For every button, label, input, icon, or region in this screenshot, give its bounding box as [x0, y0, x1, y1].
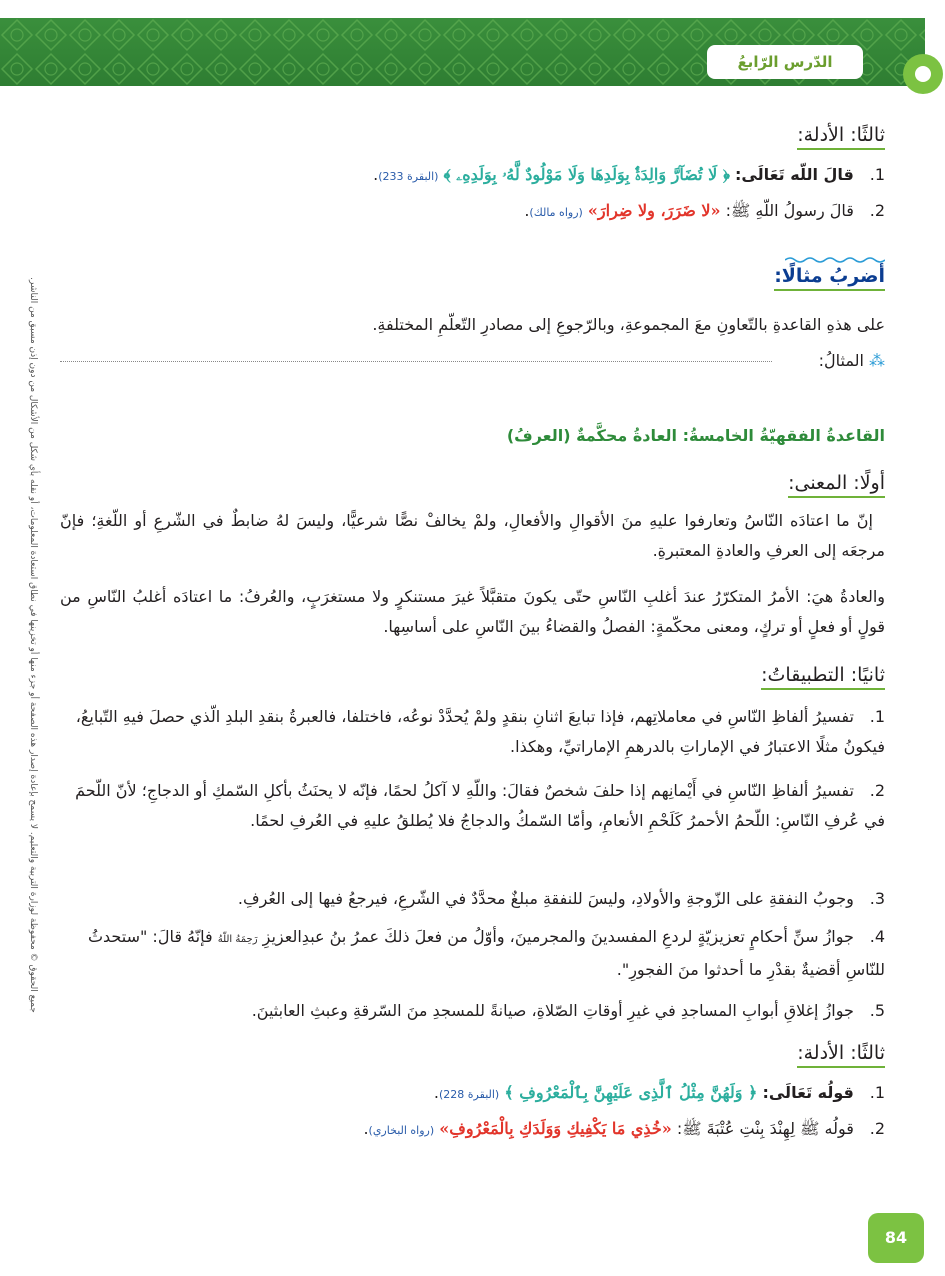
example-label: المثالُ:	[818, 351, 864, 370]
meaning-paragraph-1: إنّ ما اعتادَه النّاسُ وتعارفوا عليهِ منَ الأقوالِ والأفعالِ، ولمْ يخالفْ نصًّا شرعيًّا، وليسَ لهُ ضابطٌ في الشّرعِ أو اللّغةِ؛ فإنّ مرجعَه إلى العرفِ والعادةِ المعتبرةِ.	[60, 511, 885, 560]
hadith-reference: (رواه مالك)	[529, 206, 583, 219]
application-item-4: 4. جوازُ سنِّ أحكامٍ تعزيزيّةٍ لردعِ المفسدينَ والمجرمينَ، وأوّلُ من فعلَ ذلكَ عمرُ بنُ عبدِالعزيزِ رَحِمَهُ اللّهُ فإنّهُ قالَ: "ستحدثُ للنّاسِ أقضيةٌ بقدْرِ ما أحدثوا منَ الفجورِ".	[87, 927, 885, 979]
evidence-item-1: 1. قالَ اللّه تَعَالَى: ﴿ لَا تُضَآرَّ وَالِدَةٌۢ بِوَلَدِهَا وَلَا مَوْلُودٌ لَّهُۥ بِوَلَدِهِۦ ﴾ (البقرة 233).	[373, 165, 885, 184]
hadith-text: «خُذِي مَا يَكْفِيكِ وَوَلَدَكِ بِالْمَعْرُوفِ»	[439, 1119, 672, 1138]
applications-heading: ثانيًا: التطبيقاتُ:	[761, 664, 885, 690]
rule-title: القاعدةُ الفقهيّةُ الخامسةُ: العادةُ محكَّمةٌ (العرفُ)	[506, 426, 885, 445]
application-item-3: 3. وجوبُ النفقةِ على الزّوجةِ والأولادِ، وليسَ للنفقةِ مبلغٌ محدَّدٌ في الشّرعِ، فيرجعُ فيها إلى العُرفِ.	[237, 889, 885, 908]
example-instruction: على هذهِ القاعدةِ بالتّعاونِ معَ المجموعةِ، وبالرّجوعِ إلى مصادرِ التّعلّمِ المختلفةِ.	[372, 315, 885, 334]
answer-line[interactable]	[60, 361, 772, 362]
meaning-paragraph-2: والعادةُ هيَ: الأمرُ المتكرّرُ عندَ أغلبِ النّاسِ حتّى يكونَ متقبَّلاً غيرَ مستنكرٍ ولا مستغرَبٍ، والعُرفُ: ما اعتادَه أغلبُ النّاسِ من قولٍ أو فعلٍ أو تركٍ، ومعنى محكّمةٍ: الفصلُ والقضاءُ بينَ النّاسِ على أساسِها.	[60, 587, 885, 636]
copyright-note: جميع الحقوق © محفوظة لوزارة التربية والتعليم. لا يسمح بإعادة إصدار هذه الصفحة أو جزء منها أو تخزينها في نطاق استعادة المعلومات، أو نقله بأي شكل من الأشكال من دون إذن مسبق من الناشر.	[28, 277, 38, 1013]
evidence-item-2: 2. قالَ رسولُ اللّهِ ﷺ: «لا ضَرَرَ، ولا ضِرارَ» (رواه مالك).	[524, 201, 885, 220]
lesson-label: الدّرس الرّابعُ	[707, 45, 863, 79]
evidence-item-3: 1. قولُه تَعَالَى: ﴿ وَلَهُنَّ مِثْلُ ٱلَّذِى عَلَيْهِنَّ بِٱلْمَعْرُوفِ ﴾ (البقرة 228).	[433, 1083, 885, 1102]
verse-reference: (البقرة 233)	[378, 170, 439, 183]
application-item-5: 5. جوازُ إغلاقِ أبوابِ المساجدِ في غيرِ أوقاتِ الصّلاةِ، صيانةً للمسجدِ منَ السّرقةِ وعبثِ العابثينَ.	[251, 1001, 885, 1020]
application-item-1: 1. تفسيرُ ألفاظِ النّاسِ في معاملاتِهم، فإذا تبايعَ اثنانِ بنقدٍ ولمْ يُحدَّدْ نوعُه، فاختلفا، فالعبرةُ بنقدِ البلدِ الّذي حصلَ فيهِ التّبايعُ، فيكونُ مثلًا الاعتبارُ في الإماراتِ بالدرهمِ الإماراتيِّ، وهكذا.	[75, 707, 885, 756]
quran-verse: ﴿ وَلَهُنَّ مِثْلُ ٱلَّذِى عَلَيْهِنَّ بِٱلْمَعْرُوفِ ﴾	[504, 1083, 758, 1102]
hadith-text: «لا ضَرَرَ، ولا ضِرارَ»	[587, 201, 721, 220]
evidence-heading-2: ثالثًا: الأدلة:	[797, 1042, 885, 1068]
meaning-heading: أولًا: المعنى:	[788, 472, 885, 498]
honorific: رَحِمَهُ اللّهُ	[217, 934, 258, 945]
wave-decoration-icon	[785, 256, 885, 264]
application-item-2: 2. تفسيرُ ألفاظِ النّاسِ في أَيْمانِهم إذا حلفَ شخصٌ فقالَ: واللّهِ لا آكلُ لحمًا، فإنّه لا يحنَثُ بأكلِ السّمكِ أو الدجاجِ؛ لأنّ اللّحمَ في عُرفِ النّاسِ: اللّحمُ الأحمرُ كَلَحْمِ الأنعامِ، وأمّا السّمكُ والدجاجُ فلا يُطلقُ عليهِ في العُرفِ لحمًا.	[75, 781, 885, 830]
star-icon: ⁂	[869, 351, 885, 370]
quran-verse: ﴿ لَا تُضَآرَّ وَالِدَةٌۢ بِوَلَدِهَا وَلَا مَوْلُودٌ لَّهُۥ بِوَلَدِهِۦ ﴾	[443, 165, 730, 184]
verse-reference: (البقرة 228)	[439, 1088, 500, 1101]
page-number: 84	[868, 1213, 924, 1263]
header-cap-icon	[901, 40, 945, 96]
hadith-reference: (رواه البخاري)	[368, 1124, 435, 1137]
header-band	[0, 18, 925, 86]
evidence-item-4: 2. قولُه ﷺ لِهِنْدَ بِنْتِ عُتْبَةَ ﷺ: «خُذِي مَا يَكْفِيكِ وَوَلَدَكِ بِالْمَعْرُوفِ» (رواه البخاري).	[363, 1119, 885, 1138]
example-heading: أضربُ مثالًا:	[774, 265, 885, 291]
evidence-heading: ثالثًا: الأدلة:	[797, 124, 885, 150]
